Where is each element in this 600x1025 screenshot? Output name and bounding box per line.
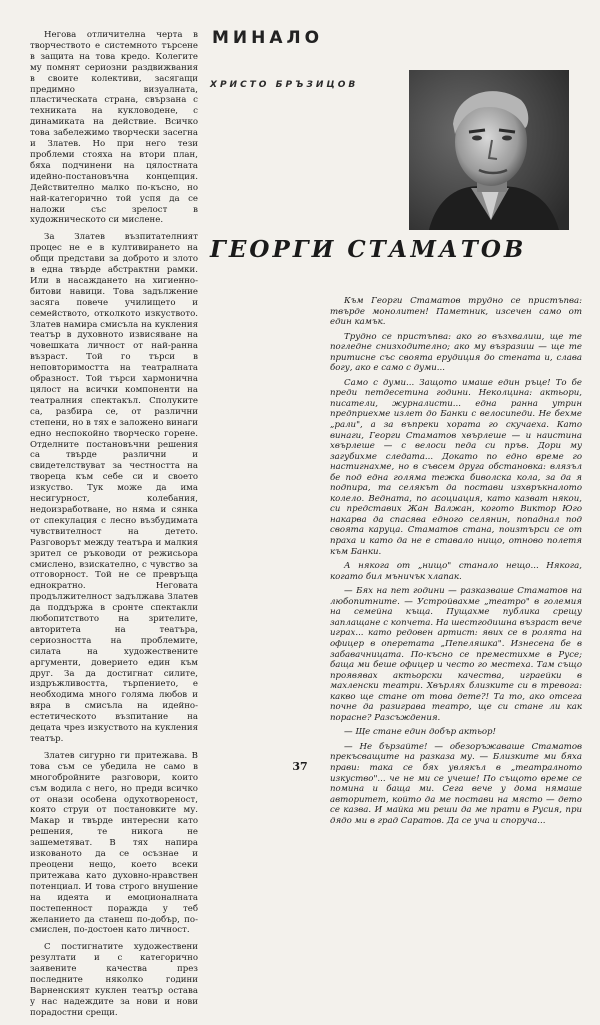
- left-paragraph: За Златев възпитателният процес не е в култивирането на общи представи за доброто и злото в една твърде абстрактни рамки. Или в насаждането на хигиенно-битови навици. Това задължение засяга повече училището и семейството, отколкото изкуството. Златев намира смисъла на кукления театър в духовното извисяване на човешката личност от най-ранна възраст. Той го търси в неповторимостта на театралната образност. Той търси хармонична цялост на всички компоненти на театралния спектакъл. Сполуките са, разбира се, от различни степени, но в тях е заложено винаги едно неспокойно творческо горене. Отделните постановъчни решения са твърде различни и свидетелствуват за честността на твореца към себе си и своето изкуство. Тук може да има несигурност, колебания, недоизработване, но няма и сянка от спекулация с лесно възбудимата чувствителност на детето. Разговорът между театъра и малкия зрител се ръководи от режисьора смислено, взискателно, с чувство за отговорност. Той не се превръща еднократно. Неговата продължителност задължава Златев да поддържа в сронте спектакли любопитството на зрителите, авторитета на театъра, сериозността на проблемите, силата на художествените аргументи, доверието един към друг. За да достигнат силите, издръжливостта, търпението, е необходима много голяма любов и вяра в смисъла на идейно-естетическото възпитание на децата чрез изкуството на кукления театър.: [30, 232, 198, 744]
- main-paragraph: Към Георги Стаматов трудно се пристъпва: твърде монолитен! Паметник, изсечен само от един камък.: [330, 296, 582, 328]
- main-paragraph: Само с думи... Защото имаше един ръце! То бе преди петдесетина години. Неколцина: актьори, писатели, журналисти... една ранна утрин предприехме излет до Банки с велосипеди. Не бехме „рали", а за въпреки хората го скучаеха. Като винаги, Георги Стаматов хвърлеше — и наистина хвърлеше — с велоси педа си пръв. Дори му загубихме следата... Докато по едно време го настигнахме, но в съвсем друга обстановка: влязъл бе под една голяма тежка биволска кола, за да я подпира, та селякът да постави изхвръкналото колело. Ведната, по асоциация, като казват някои, си представих Жан Валжан, когото Виктор Юго накарва да спасява едного селянин, попаднал под своята каруца. Стаматов стана, поизтърси се от праха и като да не е ставало нищо, отново полетя към Банки.: [330, 377, 582, 557]
- left-paragraph: Златев сигурно ги притежава. В това съм се убедила не само в многобройните разговори, които съм водила с него, но преди всичко от онази особена одухотвореност, която струи от постановките му. Макар и твърде интересни като решения, те никога не зашеметяват. В тях напира изкованото да се осъзнае и преоцени нещо, което всеки притежава като духовно-нравствен потенциал. И това строго внушение на идеята и емоционалната постепенност поражда у теб желанието да станеш по-добър, по-смислен, по-достоен като личност.: [30, 750, 198, 936]
- page-number: 37: [292, 760, 308, 773]
- main-paragraph: — Бях на пет години — разказваше Стаматов на любопитните. — Устройвахме „театро" в големия на семейна къща. Пущахме публика срещу заплащане с копчета. На шестгодишна възраст вече играх... като редовен артист: явих се в ролята на офицер в оперетата „Пепеляшка". Изнесена бе в забавачницата. По-късно се преместихме в Русе; баща ми беше офицер и често го местеха. Там също проявявах актьорски качества, играейки в махленски театри. Хвърлях близките си в тревога: какво ще стане от това дете?! Та то, ако отсега почне да разиграва театро, ще си стане ли как порасне? Разсъждения.: [330, 586, 582, 723]
- main-paragraph: А някога от „нищо" станало нещо... Някога, когато бил мъничък хлапак.: [330, 561, 582, 582]
- left-paragraph: Негова отличителна черта в творчеството е системното търсене в защита на това кредо. Колегите му помнят сериозни раздвижвания в своите колективи, засягащи предимно визуалната, пластическата страна, свързана с техниката на кукловодене, с динамиката на действие. Всичко това забележимо творчески засегна и Златев. Но при него тези проблеми стояха на втори план, бяха подчинени на цялостната идейно-постановъчна концепция. Действително малко по-късно, но най-категорично той успя да се наложи със зрелост в художническото си мислене.: [30, 30, 198, 226]
- section-kicker: МИНАЛО: [212, 28, 324, 48]
- left-article-column: [30, 30, 198, 1025]
- left-paragraph: С постигнатите художествени резултати и с категорично заявените качества през последните няколко години Варненският куклен театър остава у нас надеждите за нови и нови порадостни срещи.: [30, 942, 198, 1018]
- main-paragraph: — Ще стане един добър актьор!: [344, 727, 497, 738]
- portrait-photo-icon: [409, 70, 569, 230]
- main-paragraph: — Не бързайте! — обезоръжаваше Стаматов прекъсващите на разказа му. — Близките ми бяха прави: така се бях увлякъл в „театралното изкуство"... че не ми се учеше! По същото време се помина и баща ми. Сега вече у дома нямаше авторитет, който да ме постави на място — дето се казва. И майка ми реши да ме прати в Русия, при дядо ми в град Саратов. Да се уча и споруча...: [330, 741, 582, 826]
- portrait-photo: [409, 70, 569, 230]
- article-headline: ГЕОРГИ СТАМАТОВ: [210, 236, 527, 263]
- main-paragraph: Трудно се пристъпва: ако го възхвалиш, ще те погледне снизходително; ако му възразиш — ще те притисне със своята ерудиция до стената и, слава богу, ако е само с думи...: [330, 331, 582, 374]
- article-author: ХРИСТО БРЪЗИЦОВ: [210, 80, 359, 90]
- main-article-column: [330, 296, 582, 830]
